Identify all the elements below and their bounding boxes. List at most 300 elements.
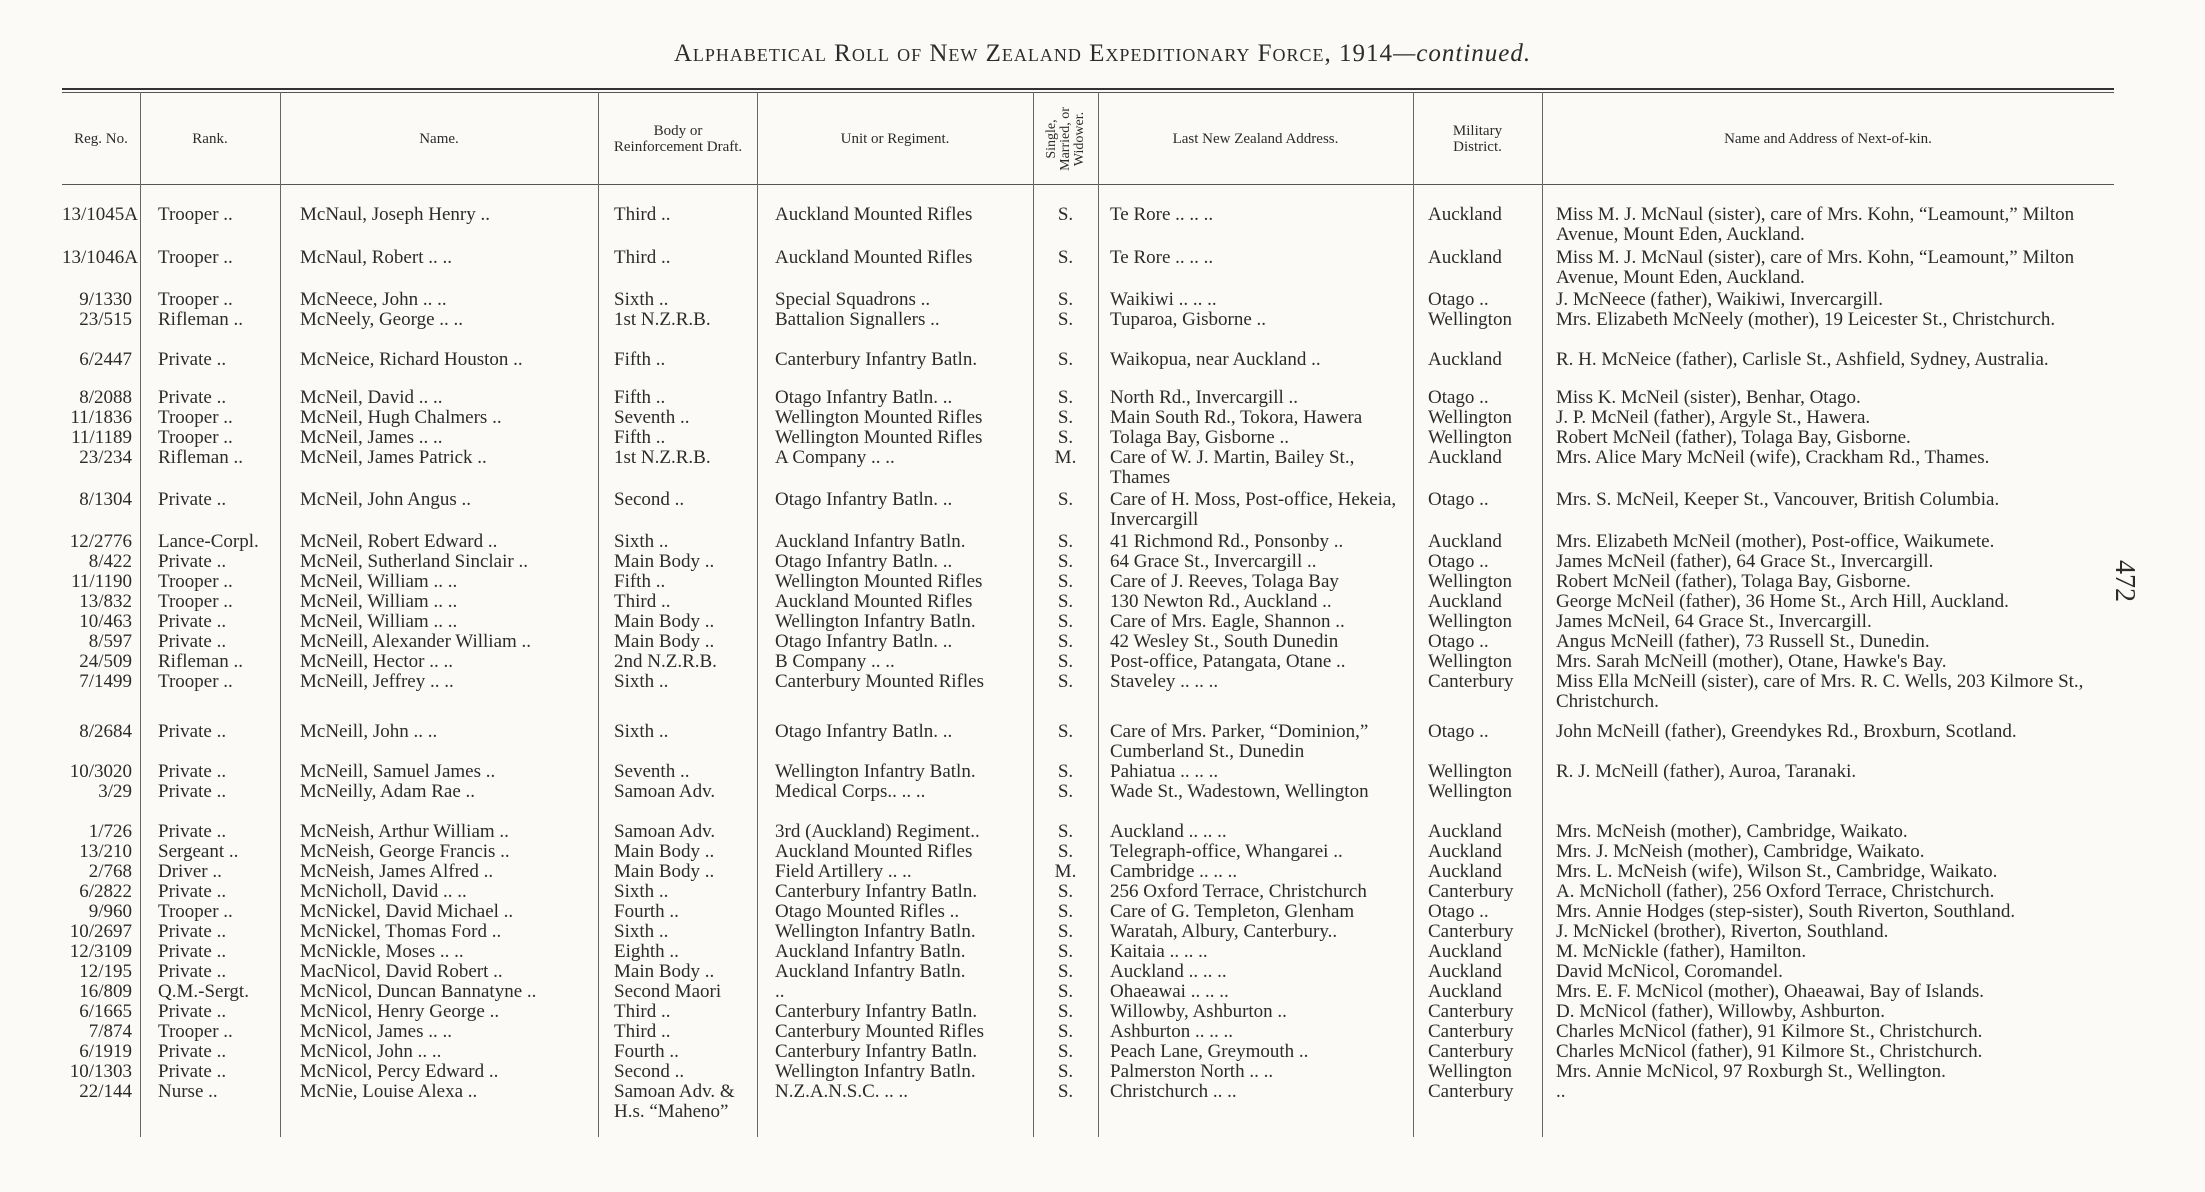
cell-district: Auckland bbox=[1428, 349, 1502, 370]
cell-body: 1st N.Z.R.B. bbox=[614, 309, 711, 330]
cell-body: Seventh .. bbox=[614, 407, 690, 428]
cell-unit: Medical Corps.. .. .. bbox=[775, 781, 926, 802]
cell-body: Fifth .. bbox=[614, 387, 666, 408]
cell-reg: 8/2088 bbox=[79, 387, 132, 408]
header-district: Military District. bbox=[1452, 123, 1503, 155]
cell-ms: S. bbox=[1057, 591, 1074, 612]
cell-district: Wellington bbox=[1428, 427, 1512, 448]
cell-district: Auckland bbox=[1428, 591, 1502, 612]
cell-kin: Mrs. Elizabeth McNeil (mother), Post-office, Waikumete. bbox=[1556, 531, 1995, 552]
cell-addr: Peach Lane, Greymouth .. bbox=[1110, 1041, 1309, 1062]
cell-addr: Waikopua, near Auckland .. bbox=[1110, 349, 1321, 370]
cell-unit: Otago Infantry Batln. .. bbox=[775, 721, 953, 742]
cell-name: McNeill, Alexander William .. bbox=[300, 631, 532, 652]
cell-name: McNeil, James .. .. bbox=[300, 427, 443, 448]
cell-unit: Auckland Mounted Rifles bbox=[775, 204, 973, 225]
cell-addr: 64 Grace St., Invercargill .. bbox=[1110, 551, 1317, 572]
cell-reg: 7/1499 bbox=[79, 671, 132, 692]
cell-name: McNickle, Moses .. .. bbox=[300, 941, 464, 962]
cell-district: Canterbury bbox=[1428, 1081, 1514, 1102]
cell-reg: 1/726 bbox=[88, 821, 132, 842]
cell-rank: Private .. bbox=[158, 349, 227, 370]
cell-ms: S. bbox=[1057, 204, 1074, 225]
cell-reg: 13/1046A bbox=[62, 247, 138, 268]
cell-district: Wellington bbox=[1428, 309, 1512, 330]
cell-district: Wellington bbox=[1428, 651, 1512, 672]
cell-addr: 42 Wesley St., South Dunedin bbox=[1110, 631, 1339, 652]
cell-addr: Ohaeawai .. .. .. bbox=[1110, 981, 1229, 1002]
cell-name: McNickel, David Michael .. bbox=[300, 901, 514, 922]
cell-district: Auckland bbox=[1428, 841, 1502, 862]
cell-kin: George McNeil (father), 36 Home St., Arch Hill, Auckland. bbox=[1556, 591, 2009, 612]
cell-ms: S. bbox=[1057, 289, 1074, 310]
cell-district: Otago .. bbox=[1428, 489, 1489, 510]
cell-unit: Wellington Infantry Batln. bbox=[775, 1061, 976, 1082]
cell-reg: 9/960 bbox=[88, 901, 132, 922]
cell-rank: Private .. bbox=[158, 781, 227, 802]
cell-rank: Trooper .. bbox=[158, 1021, 233, 1042]
cell-district: Wellington bbox=[1428, 761, 1512, 782]
cell-kin: Mrs. McNeish (mother), Cambridge, Waikato. bbox=[1556, 821, 1908, 842]
cell-name: McNeilly, Adam Rae .. bbox=[300, 781, 476, 802]
cell-ms: S. bbox=[1057, 721, 1074, 742]
cell-unit: Canterbury Infantry Batln. bbox=[775, 1041, 978, 1062]
cell-ms: S. bbox=[1057, 961, 1074, 982]
cell-body: Seventh .. bbox=[614, 761, 690, 782]
cell-body: Sixth .. bbox=[614, 531, 669, 552]
cell-unit: Canterbury Mounted Rifles bbox=[775, 671, 984, 692]
cell-name: McNeill, Jeffrey .. .. bbox=[300, 671, 454, 692]
cell-kin: Mrs. J. McNeish (mother), Cambridge, Waikato. bbox=[1556, 841, 1925, 862]
header-reg-no: Reg. No. bbox=[74, 131, 128, 147]
cell-reg: 23/515 bbox=[79, 309, 132, 330]
cell-rank: Private .. bbox=[158, 721, 227, 742]
cell-unit: Special Squadrons .. bbox=[775, 289, 931, 310]
cell-kin: J. McNeece (father), Waikiwi, Invercargill. bbox=[1556, 289, 1883, 310]
cell-addr: Care of Mrs. Parker, “Dominion,” Cumberland St., Dunedin bbox=[1110, 721, 1369, 762]
cell-unit: Canterbury Infantry Batln. bbox=[775, 349, 978, 370]
cell-rank: Sergeant .. bbox=[158, 841, 239, 862]
cell-kin: John McNeill (father), Greendykes Rd., Broxburn, Scotland. bbox=[1556, 721, 2017, 742]
cell-kin: Mrs. Sarah McNeill (mother), Otane, Hawke's Bay. bbox=[1556, 651, 1947, 672]
cell-kin: Robert McNeil (father), Tolaga Bay, Gisborne. bbox=[1556, 427, 1911, 448]
cell-body: Fourth .. bbox=[614, 1041, 679, 1062]
cell-name: McNeill, Hector .. .. bbox=[300, 651, 454, 672]
cell-addr: North Rd., Invercargill .. bbox=[1110, 387, 1299, 408]
cell-ms: S. bbox=[1057, 901, 1074, 922]
title-suffix: —continued. bbox=[1393, 40, 1532, 67]
cell-rank: Q.M.-Sergt. bbox=[158, 981, 249, 1002]
cell-addr: Auckland .. .. .. bbox=[1110, 821, 1227, 842]
cell-ms: S. bbox=[1057, 551, 1074, 572]
cell-unit: Wellington Mounted Rifles bbox=[775, 407, 983, 428]
cell-body: Second .. bbox=[614, 489, 685, 510]
header-kin: Name and Address of Next-of-kin. bbox=[1724, 131, 1932, 147]
cell-body: 2nd N.Z.R.B. bbox=[614, 651, 717, 672]
cell-rank: Rifleman .. bbox=[158, 651, 243, 672]
cell-rank: Trooper .. bbox=[158, 671, 233, 692]
cell-unit: Auckland Infantry Batln. bbox=[775, 941, 966, 962]
cell-addr: Kaitaia .. .. .. bbox=[1110, 941, 1208, 962]
cell-district: Otago .. bbox=[1428, 631, 1489, 652]
cell-ms: S. bbox=[1057, 671, 1074, 692]
cell-addr: Care of W. J. Martin, Bailey St., Thames bbox=[1110, 447, 1355, 488]
cell-unit: N.Z.A.N.S.C. .. .. bbox=[775, 1081, 909, 1102]
cell-kin: Mrs. Annie McNicol, 97 Roxburgh St., Wellington. bbox=[1556, 1061, 1946, 1082]
cell-ms: S. bbox=[1057, 349, 1074, 370]
cell-reg: 6/1665 bbox=[79, 1001, 132, 1022]
cell-name: McNeil, David .. .. bbox=[300, 387, 443, 408]
cell-kin: R. H. McNeice (father), Carlisle St., Ashfield, Sydney, Australia. bbox=[1556, 349, 2049, 370]
cell-district: Canterbury bbox=[1428, 1041, 1514, 1062]
cell-unit: .. bbox=[775, 981, 785, 1002]
cell-name: McNeil, James Patrick .. bbox=[300, 447, 487, 468]
cell-ms: S. bbox=[1057, 407, 1074, 428]
cell-rank: Trooper .. bbox=[158, 289, 233, 310]
cell-ms: S. bbox=[1057, 761, 1074, 782]
cell-reg: 6/1919 bbox=[79, 1041, 132, 1062]
cell-ms: S. bbox=[1057, 1001, 1074, 1022]
cell-reg: 2/768 bbox=[88, 861, 132, 882]
cell-rank: Trooper .. bbox=[158, 901, 233, 922]
cell-ms: S. bbox=[1057, 631, 1074, 652]
cell-name: McNicol, John .. .. bbox=[300, 1041, 442, 1062]
cell-body: 1st N.Z.R.B. bbox=[614, 447, 711, 468]
cell-district: Auckland bbox=[1428, 981, 1502, 1002]
cell-district: Auckland bbox=[1428, 821, 1502, 842]
cell-ms: S. bbox=[1057, 981, 1074, 1002]
cell-district: Auckland bbox=[1428, 247, 1502, 268]
cell-name: McNicol, Henry George .. bbox=[300, 1001, 500, 1022]
cell-reg: 13/210 bbox=[79, 841, 132, 862]
cell-body: Third .. bbox=[614, 591, 671, 612]
cell-addr: Care of G. Templeton, Glenham bbox=[1110, 901, 1355, 922]
cell-ms: S. bbox=[1057, 651, 1074, 672]
cell-ms: M. bbox=[1054, 861, 1077, 882]
cell-name: McNicholl, David .. .. bbox=[300, 881, 467, 902]
cell-reg: 12/2776 bbox=[69, 531, 132, 552]
cell-rank: Private .. bbox=[158, 881, 227, 902]
cell-name: McNeil, William .. .. bbox=[300, 611, 458, 632]
cell-ms: S. bbox=[1057, 309, 1074, 330]
cell-unit: Otago Infantry Batln. .. bbox=[775, 631, 953, 652]
cell-body: Sixth .. bbox=[614, 289, 669, 310]
cell-district: Wellington bbox=[1428, 1061, 1512, 1082]
cell-body: Main Body .. bbox=[614, 841, 715, 862]
cell-rank: Private .. bbox=[158, 1061, 227, 1082]
cell-unit: B Company .. .. bbox=[775, 651, 895, 672]
cell-kin: A. McNicholl (father), 256 Oxford Terrace, Christchurch. bbox=[1556, 881, 1995, 902]
cell-district: Auckland bbox=[1428, 531, 1502, 552]
header-name: Name. bbox=[419, 131, 459, 147]
cell-unit: Battalion Signallers .. bbox=[775, 309, 940, 330]
cell-reg: 16/809 bbox=[79, 981, 132, 1002]
cell-reg: 7/874 bbox=[88, 1021, 132, 1042]
cell-addr: Te Rore .. .. .. bbox=[1110, 247, 1214, 268]
cell-kin: Miss K. McNeil (sister), Benhar, Otago. bbox=[1556, 387, 1861, 408]
cell-rank: Lance-Corpl. bbox=[158, 531, 259, 552]
cell-district: Wellington bbox=[1428, 781, 1512, 802]
cell-district: Auckland bbox=[1428, 204, 1502, 225]
cell-addr: Care of H. Moss, Post-office, Hekeia, Invercargill bbox=[1110, 489, 1397, 530]
cell-rank: Trooper .. bbox=[158, 204, 233, 225]
cell-rank: Rifleman .. bbox=[158, 447, 243, 468]
cell-addr: Ashburton .. .. .. bbox=[1110, 1021, 1233, 1042]
cell-addr: Main South Rd., Tokora, Hawera bbox=[1110, 407, 1363, 428]
cell-addr: Post-office, Patangata, Otane .. bbox=[1110, 651, 1346, 672]
cell-district: Auckland bbox=[1428, 861, 1502, 882]
cell-unit: Canterbury Infantry Batln. bbox=[775, 881, 978, 902]
cell-ms: M. bbox=[1054, 447, 1077, 468]
cell-unit: Wellington Infantry Batln. bbox=[775, 921, 976, 942]
cell-addr: Cambridge .. .. .. bbox=[1110, 861, 1238, 882]
cell-name: McNie, Louise Alexa .. bbox=[300, 1081, 478, 1102]
cell-body: Third .. bbox=[614, 1021, 671, 1042]
cell-ms: S. bbox=[1057, 247, 1074, 268]
cell-rank: Private .. bbox=[158, 1041, 227, 1062]
cell-kin: Mrs. Elizabeth McNeely (mother), 19 Leicester St., Christchurch. bbox=[1556, 309, 2056, 330]
cell-addr: 130 Newton Rd., Auckland .. bbox=[1110, 591, 1332, 612]
cell-name: McNicol, Duncan Bannatyne .. bbox=[300, 981, 537, 1002]
cell-body: Second .. bbox=[614, 1061, 685, 1082]
cell-ms: S. bbox=[1057, 531, 1074, 552]
cell-reg: 10/2697 bbox=[69, 921, 132, 942]
cell-name: McNeil, William .. .. bbox=[300, 591, 458, 612]
cell-ms: S. bbox=[1057, 427, 1074, 448]
cell-unit: Canterbury Mounted Rifles bbox=[775, 1021, 984, 1042]
cell-reg: 10/463 bbox=[79, 611, 132, 632]
cell-rank: Trooper .. bbox=[158, 247, 233, 268]
cell-rank: Trooper .. bbox=[158, 427, 233, 448]
cell-name: McNicol, Percy Edward .. bbox=[300, 1061, 499, 1082]
cell-rank: Private .. bbox=[158, 821, 227, 842]
cell-rank: Private .. bbox=[158, 761, 227, 782]
cell-body: Sixth .. bbox=[614, 721, 669, 742]
cell-kin: Mrs. S. McNeil, Keeper St., Vancouver, British Columbia. bbox=[1556, 489, 2000, 510]
cell-district: Otago .. bbox=[1428, 721, 1489, 742]
cell-reg: 8/1304 bbox=[79, 489, 132, 510]
cell-ms: S. bbox=[1057, 1041, 1074, 1062]
cell-name: McNeill, John .. .. bbox=[300, 721, 438, 742]
cell-reg: 13/832 bbox=[79, 591, 132, 612]
cell-rank: Private .. bbox=[158, 387, 227, 408]
cell-rank: Private .. bbox=[158, 611, 227, 632]
cell-body: Eighth .. bbox=[614, 941, 679, 962]
cell-addr: Tuparoa, Gisborne .. bbox=[1110, 309, 1267, 330]
cell-reg: 8/597 bbox=[88, 631, 132, 652]
cell-name: McNeish, Arthur William .. bbox=[300, 821, 509, 842]
cell-addr: Auckland .. .. .. bbox=[1110, 961, 1227, 982]
cell-rank: Private .. bbox=[158, 551, 227, 572]
cell-district: Otago .. bbox=[1428, 901, 1489, 922]
header-rank: Rank. bbox=[192, 131, 228, 147]
cell-reg: 12/3109 bbox=[69, 941, 132, 962]
cell-name: McNaul, Robert .. .. bbox=[300, 247, 452, 268]
cell-reg: 11/1190 bbox=[71, 571, 132, 592]
cell-kin: Mrs. E. F. McNicol (mother), Ohaeawai, Bay of Islands. bbox=[1556, 981, 1984, 1002]
cell-ms: S. bbox=[1057, 1061, 1074, 1082]
title-text: Alphabetical Roll of New Zealand Expeditionary Force, 1914 bbox=[673, 40, 1394, 67]
cell-rank: Nurse .. bbox=[158, 1081, 218, 1102]
cell-addr: Waikiwi .. .. .. bbox=[1110, 289, 1217, 310]
cell-district: Canterbury bbox=[1428, 671, 1514, 692]
cell-rank: Private .. bbox=[158, 1001, 227, 1022]
cell-body: Main Body .. bbox=[614, 861, 715, 882]
cell-body: Third .. bbox=[614, 204, 671, 225]
page-number: 472 bbox=[2109, 560, 2140, 602]
cell-district: Canterbury bbox=[1428, 921, 1514, 942]
cell-kin: James McNeil (father), 64 Grace St., Invercargill. bbox=[1556, 551, 1934, 572]
cell-body: Samoan Adv. & H.s. “Maheno” bbox=[614, 1081, 735, 1122]
cell-kin: Charles McNicol (father), 91 Kilmore St., Christchurch. bbox=[1556, 1021, 1983, 1042]
cell-district: Canterbury bbox=[1428, 881, 1514, 902]
cell-kin: Angus McNeill (father), 73 Russell St., Dunedin. bbox=[1556, 631, 1930, 652]
cell-kin: Miss Ella McNeill (sister), care of Mrs. R. C. Wells, 203 Kilmore St., Christchurch. bbox=[1556, 671, 2084, 712]
cell-body: Sixth .. bbox=[614, 921, 669, 942]
cell-name: McNeil, Robert Edward .. bbox=[300, 531, 498, 552]
cell-name: MacNicol, David Robert .. bbox=[300, 961, 503, 982]
cell-body: Main Body .. bbox=[614, 611, 715, 632]
cell-addr: Christchurch .. .. bbox=[1110, 1081, 1237, 1102]
header-body: Body or Reinforcement Draft. bbox=[613, 123, 743, 155]
cell-kin: Mrs. Annie Hodges (step-sister), South Riverton, Southland. bbox=[1556, 901, 2016, 922]
cell-ms: S. bbox=[1057, 781, 1074, 802]
cell-unit: Wellington Infantry Batln. bbox=[775, 611, 976, 632]
cell-reg: 9/1330 bbox=[79, 289, 132, 310]
cell-kin: J. McNickel (brother), Riverton, Southland. bbox=[1556, 921, 1889, 942]
cell-reg: 10/3020 bbox=[69, 761, 132, 782]
cell-name: McNaul, Joseph Henry .. bbox=[300, 204, 490, 225]
cell-unit: Otago Infantry Batln. .. bbox=[775, 489, 953, 510]
cell-ms: S. bbox=[1057, 1021, 1074, 1042]
cell-body: Sixth .. bbox=[614, 881, 669, 902]
cell-ms: S. bbox=[1057, 841, 1074, 862]
cell-addr: Pahiatua .. .. .. bbox=[1110, 761, 1219, 782]
cell-district: Wellington bbox=[1428, 407, 1512, 428]
cell-name: McNeill, Samuel James .. bbox=[300, 761, 496, 782]
cell-reg: 11/1189 bbox=[71, 427, 132, 448]
cell-addr: Care of Mrs. Eagle, Shannon .. bbox=[1110, 611, 1345, 632]
cell-reg: 8/2684 bbox=[79, 721, 132, 742]
cell-name: McNeil, John Angus .. bbox=[300, 489, 471, 510]
header-unit: Unit or Regiment. bbox=[840, 131, 950, 147]
cell-reg: 10/1303 bbox=[69, 1061, 132, 1082]
cell-ms: S. bbox=[1057, 881, 1074, 902]
cell-rank: Private .. bbox=[158, 941, 227, 962]
cell-rank: Private .. bbox=[158, 489, 227, 510]
cell-rank: Private .. bbox=[158, 631, 227, 652]
cell-unit: Auckland Mounted Rifles bbox=[775, 247, 973, 268]
cell-body: Main Body .. bbox=[614, 551, 715, 572]
cell-kin: Mrs. Alice Mary McNeil (wife), Crackham Rd., Thames. bbox=[1556, 447, 1990, 468]
cell-body: Third .. bbox=[614, 247, 671, 268]
cell-reg: 24/509 bbox=[79, 651, 132, 672]
cell-ms: S. bbox=[1057, 611, 1074, 632]
cell-unit: Otago Infantry Batln. .. bbox=[775, 551, 953, 572]
cell-rank: Driver .. bbox=[158, 861, 222, 882]
cell-kin: Robert McNeil (father), Tolaga Bay, Gisborne. bbox=[1556, 571, 1911, 592]
cell-addr: Palmerston North .. .. bbox=[1110, 1061, 1274, 1082]
cell-body: Third .. bbox=[614, 1001, 671, 1022]
cell-district: Wellington bbox=[1428, 571, 1512, 592]
cell-kin: J. P. McNeil (father), Argyle St., Hawera. bbox=[1556, 407, 1871, 428]
cell-ms: S. bbox=[1057, 821, 1074, 842]
cell-addr: Wade St., Wadestown, Wellington bbox=[1110, 781, 1369, 802]
cell-body: Fifth .. bbox=[614, 427, 666, 448]
cell-reg: 12/195 bbox=[79, 961, 132, 982]
cell-body: Sixth .. bbox=[614, 671, 669, 692]
cell-reg: 23/234 bbox=[79, 447, 132, 468]
cell-name: McNickel, Thomas Ford .. bbox=[300, 921, 502, 942]
cell-addr: Tolaga Bay, Gisborne .. bbox=[1110, 427, 1289, 448]
header-address: Last New Zealand Address. bbox=[1172, 131, 1339, 147]
cell-kin: M. McNickle (father), Hamilton. bbox=[1556, 941, 1807, 962]
cell-reg: 3/29 bbox=[98, 781, 132, 802]
cell-body: Fourth .. bbox=[614, 901, 679, 922]
cell-name: McNeish, James Alfred .. bbox=[300, 861, 494, 882]
cell-body: Main Body .. bbox=[614, 961, 715, 982]
cell-reg: 6/2822 bbox=[79, 881, 132, 902]
cell-district: Canterbury bbox=[1428, 1021, 1514, 1042]
cell-unit: Auckland Infantry Batln. bbox=[775, 531, 966, 552]
cell-body: Second Maori bbox=[614, 981, 722, 1002]
cell-district: Auckland bbox=[1428, 941, 1502, 962]
cell-ms: S. bbox=[1057, 1081, 1074, 1102]
cell-name: McNeice, Richard Houston .. bbox=[300, 349, 523, 370]
cell-kin: James McNeil, 64 Grace St., Invercargill. bbox=[1556, 611, 1872, 632]
cell-kin: Charles McNicol (father), 91 Kilmore St., Christchurch. bbox=[1556, 1041, 1983, 1062]
header-marital-text: Single, Married, or Widower. bbox=[1043, 107, 1087, 171]
cell-unit: A Company .. .. bbox=[775, 447, 895, 468]
cell-name: McNeely, George .. .. bbox=[300, 309, 464, 330]
cell-unit: Field Artillery .. .. bbox=[775, 861, 912, 882]
cell-name: McNicol, James .. .. bbox=[300, 1021, 452, 1042]
cell-ms: S. bbox=[1057, 489, 1074, 510]
cell-name: McNeil, Hugh Chalmers .. bbox=[300, 407, 502, 428]
cell-addr: Waratah, Albury, Canterbury.. bbox=[1110, 921, 1338, 942]
cell-ms: S. bbox=[1057, 571, 1074, 592]
cell-body: Main Body .. bbox=[614, 631, 715, 652]
cell-rank: Private .. bbox=[158, 961, 227, 982]
cell-district: Otago .. bbox=[1428, 289, 1489, 310]
cell-district: Auckland bbox=[1428, 961, 1502, 982]
cell-kin: Mrs. L. McNeish (wife), Wilson St., Cambridge, Waikato. bbox=[1556, 861, 1998, 882]
cell-unit: Canterbury Infantry Batln. bbox=[775, 1001, 978, 1022]
cell-addr: Te Rore .. .. .. bbox=[1110, 204, 1214, 225]
cell-ms: S. bbox=[1057, 921, 1074, 942]
cell-name: McNeish, George Francis .. bbox=[300, 841, 510, 862]
cell-unit: 3rd (Auckland) Regiment.. bbox=[775, 821, 980, 842]
cell-addr: Telegraph-office, Whangarei .. bbox=[1110, 841, 1343, 862]
cell-reg: 11/1836 bbox=[70, 407, 132, 428]
cell-reg: 22/144 bbox=[79, 1081, 132, 1102]
cell-unit: Auckland Infantry Batln. bbox=[775, 961, 966, 982]
cell-body: Samoan Adv. bbox=[614, 821, 716, 842]
cell-district: Otago .. bbox=[1428, 387, 1489, 408]
cell-addr: Care of J. Reeves, Tolaga Bay bbox=[1110, 571, 1339, 592]
cell-kin: Miss M. J. McNaul (sister), care of Mrs. Kohn, “Leamount,” Milton Avenue, Mount Eden, Auckland. bbox=[1556, 204, 2075, 245]
cell-ms: S. bbox=[1057, 387, 1074, 408]
cell-rank: Trooper .. bbox=[158, 591, 233, 612]
cell-name: McNeece, John .. .. bbox=[300, 289, 447, 310]
cell-unit: Wellington Mounted Rifles bbox=[775, 571, 983, 592]
cell-unit: Otago Infantry Batln. .. bbox=[775, 387, 953, 408]
cell-rank: Trooper .. bbox=[158, 571, 233, 592]
cell-unit: Wellington Infantry Batln. bbox=[775, 761, 976, 782]
cell-district: Auckland bbox=[1428, 447, 1502, 468]
cell-unit: Otago Mounted Rifles .. bbox=[775, 901, 960, 922]
cell-kin: R. J. McNeill (father), Auroa, Taranaki. bbox=[1556, 761, 1857, 782]
